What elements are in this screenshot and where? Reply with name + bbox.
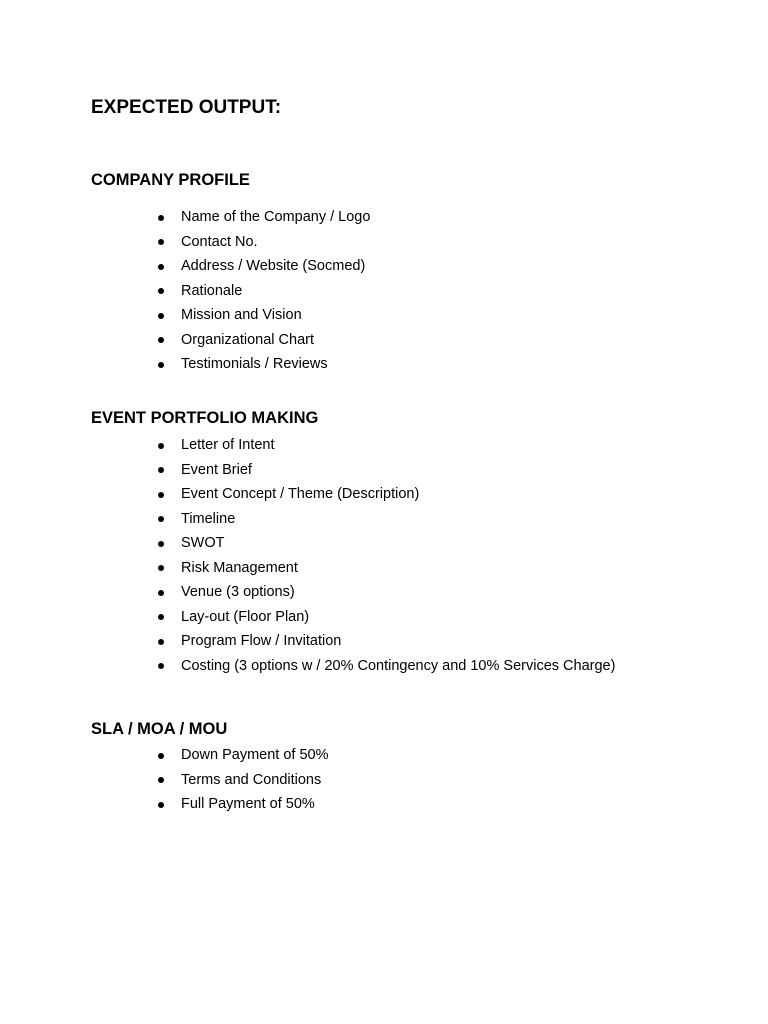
list-item-text: Program Flow / Invitation: [181, 633, 342, 649]
list-item-text: Terms and Conditions: [181, 771, 322, 788]
bullet-icon: [158, 590, 164, 596]
section-heading-company-profile: COMPANY PROFILE: [91, 171, 250, 189]
list-item-text: Mission and Vision: [181, 307, 302, 323]
section-heading-event-portfolio-making: EVENT PORTFOLIO MAKING: [91, 409, 319, 427]
list-item-text: Rationale: [181, 282, 243, 299]
list-item-text: Event Brief: [181, 461, 252, 478]
bullet-icon: [158, 753, 164, 759]
bullet-icon: [158, 337, 164, 343]
bullet-icon: [158, 492, 164, 498]
list-item-text: Contact No.: [181, 233, 258, 250]
bullet-icon: [158, 802, 164, 808]
bullet-icon: [158, 443, 164, 449]
bullet-icon: [158, 467, 164, 473]
document-title: EXPECTED OUTPUT:: [91, 97, 282, 118]
list-item-text: Costing (3 options w / 20% Contingency and 10% Services Charge): [181, 657, 616, 674]
bullet-icon: [158, 614, 164, 620]
list-item-text: Timeline: [181, 510, 236, 527]
bullet-icon: [158, 362, 164, 368]
bullet-icon: [158, 565, 164, 571]
bullet-icon: [158, 313, 164, 319]
bullet-icon: [158, 239, 164, 245]
bullet-icon: [158, 541, 164, 547]
list-item-text: Organizational Chart: [181, 331, 314, 348]
bullet-icon: [158, 264, 164, 270]
bullet-icon: [158, 663, 164, 669]
list-item-text: Venue (3 options): [181, 584, 295, 600]
list-item-text: Testimonials / Reviews: [181, 356, 328, 372]
bullet-icon: [158, 215, 164, 221]
list-item-text: Letter of Intent: [181, 437, 275, 453]
list-item-text: Risk Management: [181, 559, 298, 576]
bullet-icon: [158, 516, 164, 522]
list-item-text: Address / Website (Socmed): [181, 258, 366, 274]
bullet-icon: [158, 777, 164, 783]
list-item-text: Name of the Company / Logo: [181, 209, 371, 225]
list-item-text: Lay-out (Floor Plan): [181, 608, 310, 625]
bullet-icon: [158, 639, 164, 645]
list-item-text: Event Concept / Theme (Description): [181, 486, 420, 502]
bullet-icon: [158, 288, 164, 294]
section-heading-sla-moa-mou: SLA / MOA / MOU: [91, 720, 228, 738]
list-item-text: SWOT: [181, 535, 225, 551]
list-item-text: Down Payment of 50%: [181, 747, 329, 763]
list-item-text: Full Payment of 50%: [181, 796, 315, 812]
